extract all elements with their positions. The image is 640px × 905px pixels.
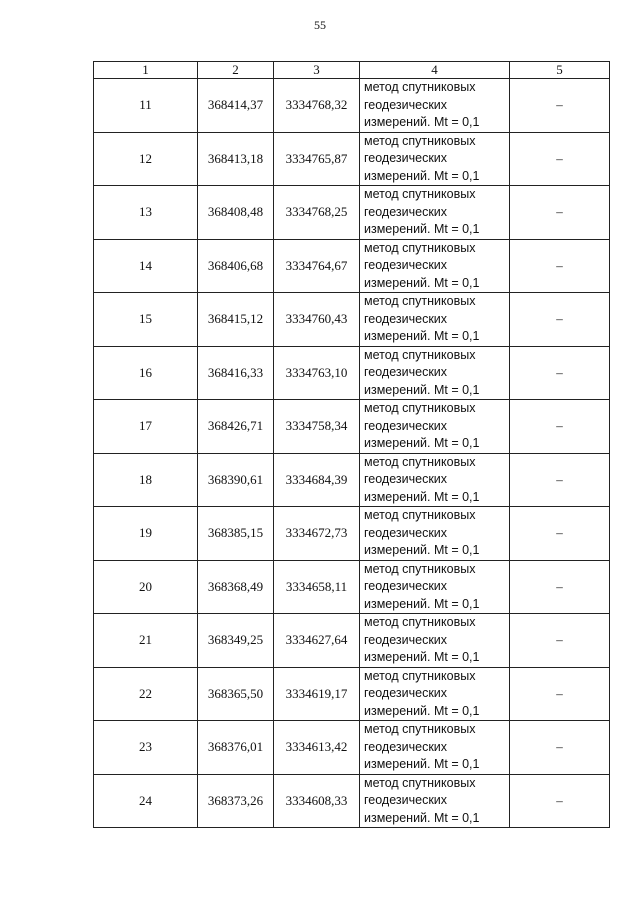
note-cell: – xyxy=(510,132,610,186)
method-text-line: измерений. Mt = 0,1 xyxy=(364,757,480,771)
method-text-line: измерений. Mt = 0,1 xyxy=(364,543,480,557)
method-text-line: геодезических xyxy=(364,311,448,326)
method-text-line: измерений. Mt = 0,1 xyxy=(364,436,480,450)
x-coordinate-cell: 368376,01 xyxy=(198,721,274,775)
point-number-cell: 15 xyxy=(94,293,198,347)
method-cell xyxy=(360,453,510,507)
point-number-cell: 16 xyxy=(94,346,198,400)
table-body xyxy=(94,79,610,828)
y-coordinate-cell: 3334613,42 xyxy=(274,721,360,775)
method-text-line: геодезических xyxy=(364,793,448,807)
table-row xyxy=(94,507,610,561)
method-cell xyxy=(360,560,510,614)
table-row xyxy=(94,667,610,721)
table-row xyxy=(94,132,610,186)
y-coordinate-cell: 3334627,64 xyxy=(274,614,360,668)
table-row xyxy=(94,453,610,507)
table-row xyxy=(94,293,610,347)
method-cell xyxy=(360,667,510,721)
method-text-line: геодезических xyxy=(364,151,448,165)
table-header-row xyxy=(94,62,610,79)
note-cell: – xyxy=(510,79,610,133)
column-header-3: 3 xyxy=(274,62,360,79)
method-text-line: измерений. Mt = 0,1 xyxy=(364,329,480,343)
method-text-line: метод спутниковых xyxy=(364,294,476,308)
point-number-cell: 11 xyxy=(94,79,198,133)
method-text-line: измерений. Mt = 0,1 xyxy=(364,489,480,504)
y-coordinate-cell: 3334608,33 xyxy=(274,774,360,828)
method-cell xyxy=(360,132,510,186)
method-text-line: геодезических xyxy=(364,365,448,379)
table-row xyxy=(94,614,610,668)
y-coordinate-cell: 3334619,17 xyxy=(274,667,360,721)
y-coordinate-cell: 3334768,25 xyxy=(274,186,360,240)
point-number-cell: 19 xyxy=(94,507,198,561)
point-number-cell: 18 xyxy=(94,453,198,507)
column-header-2: 2 xyxy=(198,62,274,79)
method-text-line: метод спутниковых xyxy=(364,401,476,415)
x-coordinate-cell: 368406,68 xyxy=(198,239,274,293)
y-coordinate-cell: 3334768,32 xyxy=(274,79,360,133)
method-text-line: метод спутниковых xyxy=(364,80,476,94)
method-text-line: геодезических xyxy=(364,739,448,754)
column-header-1: 1 xyxy=(94,62,198,79)
point-number-cell: 14 xyxy=(94,239,198,293)
method-text-line: измерений. Mt = 0,1 xyxy=(364,596,480,611)
method-text-line: геодезических xyxy=(364,97,448,112)
method-cell xyxy=(360,346,510,400)
y-coordinate-cell: 3334765,87 xyxy=(274,132,360,186)
point-number-cell: 20 xyxy=(94,560,198,614)
point-number-cell: 12 xyxy=(94,132,198,186)
y-coordinate-cell: 3334763,10 xyxy=(274,346,360,400)
y-coordinate-cell: 3334764,67 xyxy=(274,239,360,293)
y-coordinate-cell: 3334658,11 xyxy=(274,560,360,614)
method-text-line: геодезических xyxy=(364,204,448,219)
x-coordinate-cell: 368390,61 xyxy=(198,453,274,507)
note-cell: – xyxy=(510,346,610,400)
method-cell xyxy=(360,293,510,347)
note-cell: – xyxy=(510,453,610,507)
method-text-line: измерений. Mt = 0,1 xyxy=(364,650,480,664)
note-cell: – xyxy=(510,293,610,347)
method-text-line: метод спутниковых xyxy=(364,347,476,362)
x-coordinate-cell: 368426,71 xyxy=(198,400,274,454)
x-coordinate-cell: 368349,25 xyxy=(198,614,274,668)
method-text-line: геодезических xyxy=(364,632,448,647)
method-text-line: метод спутниковых xyxy=(364,240,476,255)
note-cell: – xyxy=(510,774,610,828)
point-number-cell: 22 xyxy=(94,667,198,721)
method-text-line: метод спутниковых xyxy=(364,454,476,469)
table-row xyxy=(94,186,610,240)
method-text-line: измерений. Mt = 0,1 xyxy=(364,275,480,290)
method-text-line: измерений. Mt = 0,1 xyxy=(364,222,480,236)
x-coordinate-cell: 368416,33 xyxy=(198,346,274,400)
y-coordinate-cell: 3334760,43 xyxy=(274,293,360,347)
table-row xyxy=(94,79,610,133)
note-cell: – xyxy=(510,614,610,668)
method-text-line: геодезических xyxy=(364,258,448,272)
method-text-line: метод спутниковых xyxy=(364,775,476,790)
method-cell xyxy=(360,186,510,240)
x-coordinate-cell: 368408,48 xyxy=(198,186,274,240)
method-cell xyxy=(360,614,510,668)
x-coordinate-cell: 368373,26 xyxy=(198,774,274,828)
point-number-cell: 23 xyxy=(94,721,198,775)
method-text-line: измерений. Mt = 0,1 xyxy=(364,810,480,825)
method-cell xyxy=(360,507,510,561)
method-text-line: метод спутниковых xyxy=(364,615,476,629)
point-number-cell: 24 xyxy=(94,774,198,828)
table-row xyxy=(94,400,610,454)
y-coordinate-cell: 3334684,39 xyxy=(274,453,360,507)
method-text-line: геодезических xyxy=(364,579,448,593)
method-text-line: геодезических xyxy=(364,472,448,486)
method-text-line: геодезических xyxy=(364,418,448,433)
y-coordinate-cell: 3334758,34 xyxy=(274,400,360,454)
method-text-line: измерений. Mt = 0,1 xyxy=(364,382,480,397)
point-number-cell: 17 xyxy=(94,400,198,454)
method-cell xyxy=(360,774,510,828)
note-cell: – xyxy=(510,560,610,614)
method-text-line: метод спутниковых xyxy=(364,668,476,683)
note-cell: – xyxy=(510,186,610,240)
table-row xyxy=(94,774,610,828)
method-text-line: измерений. Mt = 0,1 xyxy=(364,703,480,718)
method-text-line: метод спутниковых xyxy=(364,722,476,736)
note-cell: – xyxy=(510,721,610,775)
page-number: 55 xyxy=(314,18,326,32)
method-text-line: геодезических xyxy=(364,525,448,540)
note-cell: – xyxy=(510,667,610,721)
x-coordinate-cell: 368414,37 xyxy=(198,79,274,133)
method-cell xyxy=(360,400,510,454)
method-text-line: геодезических xyxy=(364,686,448,700)
point-number-cell: 13 xyxy=(94,186,198,240)
method-cell xyxy=(360,239,510,293)
method-cell xyxy=(360,721,510,775)
table-row xyxy=(94,239,610,293)
table-row xyxy=(94,560,610,614)
table-row xyxy=(94,346,610,400)
y-coordinate-cell: 3334672,73 xyxy=(274,507,360,561)
x-coordinate-cell: 368368,49 xyxy=(198,560,274,614)
method-text-line: метод спутниковых xyxy=(364,561,476,576)
method-text-line: измерений. Mt = 0,1 xyxy=(364,168,480,183)
method-text-line: измерений. Mt = 0,1 xyxy=(364,115,480,129)
table-row xyxy=(94,721,610,775)
method-cell xyxy=(360,79,510,133)
note-cell: – xyxy=(510,400,610,454)
column-header-4: 4 xyxy=(360,62,510,79)
note-cell: – xyxy=(510,239,610,293)
point-number-cell: 21 xyxy=(94,614,198,668)
note-cell: – xyxy=(510,507,610,561)
method-text-line: метод спутниковых xyxy=(364,187,476,201)
method-text-line: метод спутниковых xyxy=(364,133,476,148)
coordinates-table xyxy=(93,61,610,828)
method-text-line: метод спутниковых xyxy=(364,508,476,522)
column-header-5: 5 xyxy=(510,62,610,79)
x-coordinate-cell: 368415,12 xyxy=(198,293,274,347)
x-coordinate-cell: 368385,15 xyxy=(198,507,274,561)
x-coordinate-cell: 368413,18 xyxy=(198,132,274,186)
x-coordinate-cell: 368365,50 xyxy=(198,667,274,721)
